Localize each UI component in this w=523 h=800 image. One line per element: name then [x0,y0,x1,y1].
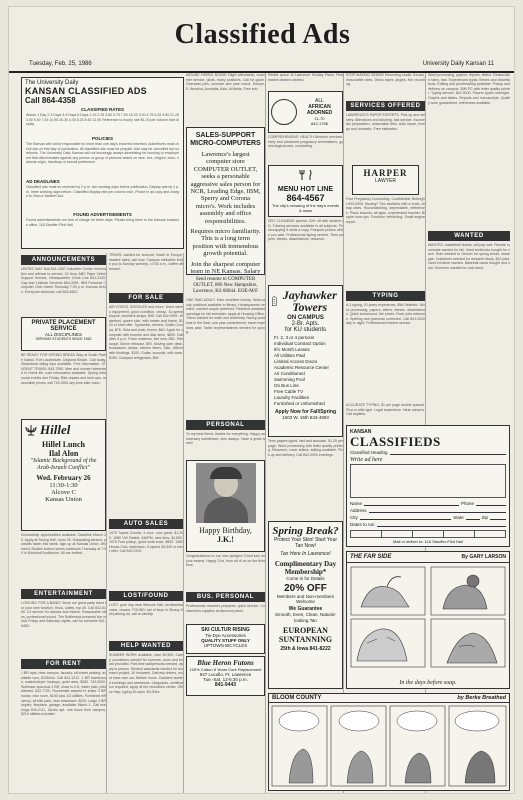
col3-text-mid: ONE PAID ADULT. Earn excellent money. Work-study positions available in library. Houseparents needed, married couple preferred. Resident assistant openings for fall semester, apply at Housing Office. Tutors wanted for math and chemistry. Nanny positions in the East, one year commitment, travel expenses paid. Sales representatives needed for spring. [186,298,265,335]
form-heading-field[interactable] [390,450,506,455]
column-4 [268,73,344,794]
hillel-line6: Alcove C [51,489,76,496]
spring-line1: Spring Break? [272,525,339,537]
birthday-line1: Happy Birthday, [199,526,252,535]
harper-ad [352,165,419,195]
tower-icon [271,293,278,309]
feature-2: 9½ Month Leases [274,347,310,352]
feature-7: Swimming Pool [274,377,306,382]
typing-header: TYPING [346,291,425,301]
far-side-comic [346,551,510,689]
form-city-field[interactable] [360,515,451,520]
wanted-text: WANTED: basketball tickets, will pay well. Female roommate wanted for fall. Used textbooks bought for cash. Ride needed to Denver for spring break, share gas. Volunteers needed for research study, $10 paid. Used furniture wanted. Baseball cards bought and sold. Drummer wanted for rock band. [428,243,510,270]
typing-text-2: ACCURATE TYPING, $1 per page double spaced. Pica or elite type. Legal experience. Near campus. Call anytime. [346,403,425,417]
bloom-county-comic [268,693,510,791]
futons-line1: Blue Heron Futons [197,659,254,667]
form-mail-note: Mail or deliver to: 118 Stauffer-Flint Hall [393,539,463,544]
feature-11: Furnished or Unfurnished [274,401,325,406]
col4-text-4: Term papers typed, fast and accurate, $1.25 per page. Word processing with letter quality printing. Resumes, cover letters, editing available. Pick up and delivery. Call 842-0000 evenings. [268,439,343,457]
policies-heading: POLICIES [91,136,113,141]
kansan-rates-box [21,77,184,249]
for-rent-header: FOR RENT [21,659,106,669]
african-logo [271,99,297,125]
micro-body: Lawrence's largest computer store COMPUTER OUTLET, seeks a personable aggressive sales person for NCR, Leading Edge, IBM, Sperry and Corona micro's. Work includes assembly and office responsibilities. [190,151,261,225]
far-side-byline: By GARY LARSON [461,554,506,560]
hillel-line4: Wed. February 26 [36,474,91,482]
services-text: LAWRENCE'S PAPER EXPERTS. Pick up and delivery. Alterations and tailoring, fast service. Income tax preparation, reasonable fees. Auto repair, foreign and domestic. Free estimates. [346,113,425,131]
feature-5: Academic Resource Center [274,365,330,370]
ad-deadlines-heading: AD DEADLINES [26,179,60,184]
help-wanted-header: HELP WANTED [109,641,183,651]
help-wanted-text: SUMMER WORK available, earn $3,500. Camp counselors wanted for summer, room and board provided. Part-time waitpersons needed, apply in person. Student assistants needed for research project, 10 hrs/week. Delivery drivers, must have own car, flexible hours. Cashiers wanted evenings and weekends. Lifeguards, certification required, apply at the recreation center. Office help, typing 45 wpm, $4.00/hr. [109,653,183,694]
african-line3: 11-70 [314,116,325,121]
personal-header: PERSONAL [186,420,265,430]
jayhawker-address: 1603 W. 15th 843-4993 [282,415,329,420]
form-name-field[interactable] [364,501,459,506]
far-side-title: THE FAR SIDE [350,554,392,560]
form-title: CLASSIFIEDS [350,434,441,449]
form-ad-text-area[interactable] [350,464,506,498]
feature-9: Free Cable TV [274,389,304,394]
culture-line1: SKI CULTUR RISING [201,627,250,633]
bloom-county-title: BLOOM COUNTY [272,695,322,701]
micro-body2: Requires micro familiarity. This is a long term position with tremendous growth potential. [190,228,261,258]
futons-line2: 100% Cotton 8 Years Core Replacement [189,667,262,672]
paper-name-page: University Daily Kansan 11 [422,61,494,67]
feature-4: Limited Access Doors [274,359,318,364]
form-zip-label: Zip [481,515,488,520]
jayhawker-line1: 2-Br. Apts. [291,321,320,327]
futons-line4: Tue.-Sat. 12-5:30 p.m. [203,677,248,682]
spring-line5: Come in for Details [286,576,325,581]
services-offered-header: SERVICES OFFERED [346,101,425,111]
for-sale-header: FOR SALE [109,293,183,303]
menu-line1: MENU HOT LINE [277,186,334,193]
placement-line4: SERVING STUDENTS SINCE 1962 [35,337,92,341]
rates-heading: CLASSIFIED RATES [81,107,124,112]
feature-1: Individual Contract Option [274,341,326,346]
jayhawker-apply: Apply Now for Fall/Spring [274,409,337,415]
kansan-phone: Call 864-4358 [25,96,76,105]
col4-text-2: COMPREHENSIVE HEALTH Abortion services, early and advanced pregnancy terminations, gynecological care, counseling. [268,135,343,149]
form-address-field[interactable] [369,508,506,513]
announcements-text-3: Scholarship opportunities available. Deadline March 15. Apply at Strong Hall, room 26. Graduating seniors: portraits taken this week, sign up at Kansas Union. Women's Studies lecture series continues Thursday at 7:30 in Woodruff Auditorium. All are invited. [21,533,106,556]
spring-line7: Members and Non-members [276,594,335,599]
form-write-label: Write ad here [350,457,383,463]
spring-address: 25th & Iowa 841-8222 [280,646,331,652]
col4-text-3: DRY CLEANING special, 20% off with student ID. Tutoring services available in all subjects. Photocopying 5 cents a copy. Passport photos while you wait. Professional typing service. Term papers, theses, dissertations, resumes. [268,219,343,242]
bloom-county-drawing [269,703,509,789]
auto-sales-text: 1978 Toyota Corolla, 4 door, runs great, $1,200. 1980 VW Rabbit, AM/FM, new tires, $1,800. 1975 Ford pickup, good work truck, $900. 1982 Honda Civic hatchback, 5-speed, $3,400 or best offer. Call 843-0192. [109,531,183,554]
lost-found-header: LOST/FOUND [109,591,183,601]
masthead [9,7,515,73]
lost-found-text: LOST: gold ring near Wescoe Hall, sentimental value, reward. FOUND: set of keys in Strong Hall parking lot, call to identify. [109,603,183,617]
feature-3: All Utilities Paid [274,353,306,358]
announcements-header: ANNOUNCEMENTS [21,255,106,265]
issue-date: Tuesday, Feb. 25, 1986 [29,61,92,67]
micro-computers-ad [186,127,265,275]
announcements-text-2: BE READY FOR SPRING BREAK Stay at South Padre Island, Fort Lauderdale, Daytona Beach. Call today. Steamboat skiing trips available. Free information. STUDENT TRAVEL 843-7050. Men and women interested in Greek life, rush information available. Spring Intramural entries due Friday. Bike repairs and tune-ups, reasonable prices, call 749-3351 any time after noon. [21,353,106,385]
spring-line8: Welcome [296,599,315,604]
deadlines-text: Classified ads must be received by 2 p.m. two working days before publication. Display ads by 4 p.m. three working days before. Classified display rate per column inch. Phone in ad copy and charge to Visa or MasterCard. [26,185,179,199]
hillel-line3: "Islamic Background of the Arab-Israeli Conflict" [30,458,97,471]
bus-personal-text: Professional resumes prepared, quick service. Contact lens supplies at discount prices. [186,604,265,613]
found-ads-heading: FOUND ADVERTISEMENTS [73,212,132,217]
col4-text-top: Rental space at Lawrence Holiday Plaza. Flea market dealers wanted. [268,73,343,82]
spring-line9: We Guarantee [288,606,323,612]
culture-line2: Tie-Dye Accessories [205,633,246,638]
entertainment-text: LOOKING FOR A BAND? Book our great party band for your next function. Rock, oldies, top 40. Call 842-6180. DJ service for dances and mixers. Reasonable rates, professional sound. The Bottleneck presents live music Friday and Saturday nights, call for schedule 841-5483. [21,601,106,628]
col2-text-top: TRAVEL wanted for summer, travel to Europe, student rates, call now. Campus ministries invite you to Sunday worship, 10:30 a.m., coffee afterward. [109,253,183,271]
entertainment-header: ENTERTAINMENT [21,589,106,599]
form-dates-field[interactable] [377,522,506,527]
col6-text-top: Word processing, papers, reports, letters. Reasonable rates, fast. Experienced typist, theses and dissertations. Editing and proofreading available. Pickup and delivery on campus. IBM PC with letter quality printer. Typing service, 842-0000. Papers typed overnight. Graphs and tables. Reports and manuscripts. Quality work guaranteed, references available. [428,73,510,105]
col3-text-top: AIRLINE HIRING BOOM! Flight attendants, customer service, pilots, many positions. Call for guide. Overseas jobs, summer and year round. Europe, S. America, Australia, Asia. All fields. Free info. [186,73,265,91]
birthday-ad [186,460,265,552]
african-line2: AFRICAN ADORNED [306,104,333,116]
jayhawker-brand: Jayhawker Towers [282,288,337,314]
newspaper-page [8,6,515,794]
harper-name: HARPER [363,168,408,178]
services-text-2: Free Pregnancy Counseling. Confidential. Birthright 843-0000. Moving? Two students with a truck, cheap rates. Housecleaning, dependable, references. Piano lessons, all ages, experienced teacher. Bicycle tune-ups. Furniture refinishing. Small engine repair. [346,197,425,224]
hillel-line1: Hillel Lunch [42,440,85,449]
placement-line1: PRIVATE PLACEMENT [31,320,96,326]
placement-ad [21,317,106,351]
column-1 [21,253,107,794]
hillel-line7: Kansas Union [45,496,82,503]
wanted-header: WANTED [428,231,510,241]
typing-text: A-1 typing, 20 years experience, IBM Selectric. Word processing, papers, letters, theses, dissertations. Quick turnaround, fair prices. Rush jobs welcome. Spelling and grammar corrected. Call 841-0000 day or night. Professional resume service. [346,303,425,326]
african-line4: 842-1786 [311,121,328,126]
spring-line2: Protect Your Skin! Start Your Tan Now! [273,537,338,549]
form-phone-label: Phone [460,501,474,506]
far-side-drawing [347,563,509,673]
futons-ad [186,656,265,696]
feature-8: On Bus Line [274,383,299,388]
rates-table: Words 1 Day 2-3 Days 4-5 Days 6 Days 1-15 2.25 3.80 5.75 7.50 16-20 3.00 4.75 6.25 9.80 21-25 3.50 5.40 7.45 10.95 26-30 4.00 6.20 8.60 12.50 Reference to hourly rate $1.00 per column inch display [26,113,179,127]
futons-line5: 841-9443 [214,682,237,688]
bloom-county-byline: by Berke Breathed [457,695,506,701]
personal-text-2: Congratulations to our new pledges! Good luck on your exams. Happy 21st, from all of us on the third floor. [186,554,265,568]
african-ad [268,91,343,133]
futons-line3: 947 Lucullo, Ft. Lawrence [199,672,252,677]
form-rate-grid [350,530,506,538]
spring-discount: 20% OFF [284,583,327,594]
feature-10: Laundry Facilities [274,395,310,400]
auto-sales-header: AUTO SALES [109,519,183,529]
bus-personal-header: BUS. PERSONAL [186,592,265,602]
kansan-heading: KANSAN CLASSIFIED ADS [25,86,147,96]
classified-order-form [346,425,510,547]
micro-title: SALES-SUPPORT MICRO-COMPUTERS [190,132,261,147]
culture-line3: QUALITY STUFF ONLY [201,638,250,643]
form-dates-label: Dates to run [350,522,375,527]
form-brand: KANSAN [350,429,372,435]
form-name-label: Name [350,501,363,506]
hillel-brand: Hillel [40,422,71,437]
culture-ad [186,624,265,654]
harper-title: LAWYER [375,178,396,184]
birthday-photo [196,463,256,523]
for-sale-text: AIR FORCE GOGGLES and more. Used stereo equipment, good condition, cheap. 10-speed bicycle, excellent shape, $95. Call 842-9901. Waterbed, queen size, with heater and frame, $120 or best offer. Typewriter, electric, Smith-Corona, $75. Sofa and chair, brown, $60. Apple IIe computer with monitor and disk drive, $800. Call after 5 p.m. Futon mattress, like new, $50. Telescope, 60mm refractor, $90. Moving sale: desk, bookcases, lamps, kitchen items. Skis, 185cm with bindings, $100. Guitar, acoustic, with case, $150. Compact refrigerator, $65. [109,305,183,360]
placement-line3: ALL DISCIPLINES [44,332,83,337]
far-side-caption: In the days before soap. [399,680,457,686]
form-city-label: City [350,515,358,520]
suntanning-ad [268,521,343,689]
policies-text: The Kansan will not be responsible for more than one day's incorrect insertion. Advertisers must check ads on first day of publication. All classified ads must be prepaid. Ads may be cancelled but no refunds. The University Daily Kansan will not knowingly accept advertising for housing or employment that discriminates against any person or group of persons based on race, sex, religion, color, national origin, handicap or sexual preference. [26,142,179,165]
form-state-label: State [453,515,464,520]
hillel-ad [21,419,106,531]
spring-line4: Complimentary Day Membership* [274,560,337,576]
feature-0: Fr. 2, 3 or 4 persons [274,335,315,340]
hillel-line2: Ilal Alon [48,449,79,458]
spring-line3: Tan Here In Lawrence! [280,551,331,557]
page-title: Classified Ads [174,19,351,50]
found-ads-text: Found advertisements run free of charge for three days. Please bring them to the Kansan business office, 118 Stauffer-Flint Hall. [26,218,179,227]
column-2 [109,253,184,794]
african-line1: ALL [315,98,324,104]
form-heading-label: Classified Heading [350,450,388,455]
form-phone-field[interactable] [476,501,506,506]
kansan-line1: The University Daily [25,80,79,86]
personal-text: To my best friend, thanks for everything. Happy anniversary sweetheart, love always. Have a great week! [186,432,265,446]
form-address-label: Address [350,508,367,513]
for-rent-text: 1 BR apts. near campus, laundry, off-street parking, available now, $235/mo. Call 841-1212. 2 BR townhouse, washer/dryer hookups, quiet area, $350. 749-0000. Sublease spacious 1 BR, close to KU, water paid, pets allowed, 842-7700. Roommate wanted to share 3 BR house, own room, $150 plus 1/3 utilities. Furnished efficiency, all bills paid, near downtown, $200. Large 2 BR duplex, fireplace, garage, available March 1. Call evenings 843-2111. Studio apt. one block from campus, $210 utilities included. [21,671,106,717]
fork-knife-icon [297,169,315,181]
jayhawker-line2: for KU students [284,327,327,333]
hillel-line5: 11:30-1:30 [49,482,78,489]
form-zip-field[interactable] [490,515,506,520]
menu-phone: 864-4567 [286,193,325,203]
jayhawker-ad [268,285,343,437]
menorah-icon [24,424,38,436]
announcements-text: UNITED WAY Dial 841-4357 Volunteer Center Information and referral to service, 24 hour, ABC Rape Victim Support Service, Headquarters Crisis Line 841-2345, Gay and Lesbian Services 864-3091. IBM Personal Computer Club meets Thursday 7:30 p.m. Kansas Union. Everyone welcome, call 843-5520. [21,267,106,294]
col5-text-top: STOP MAKING SENSE! Recording studio, 8-track, reasonable rates. Demo tapes, jingles, live recording. [346,73,425,87]
birthday-line2: J.K.! [217,535,234,544]
spring-brand: EUROPEAN SUNTANNING [278,626,333,644]
micro-body3: Join the sharpest computer team in NE Kansas. Salary [190,260,261,275]
micro-contact: Send resume to COMPUTER OUTLET, 806 New Hampshire, Lawrence, KS 66044. EOE-M/F [193,277,258,294]
form-state-field[interactable] [466,515,480,520]
menu-hotline-ad [268,165,343,217]
spring-line10: Smooth, Even, Clean, Natural-looking Tan [274,612,337,623]
menu-line3: The city's crossing of the day's events & news [271,203,340,213]
column-3 [186,73,266,794]
jayhawker-sub: ON CAMPUS [287,315,324,321]
feature-6: Air Conditioned [274,371,305,376]
culture-line4: UPTOWN BICYCLES [203,643,248,648]
placement-line2: SERVICE [50,326,77,332]
